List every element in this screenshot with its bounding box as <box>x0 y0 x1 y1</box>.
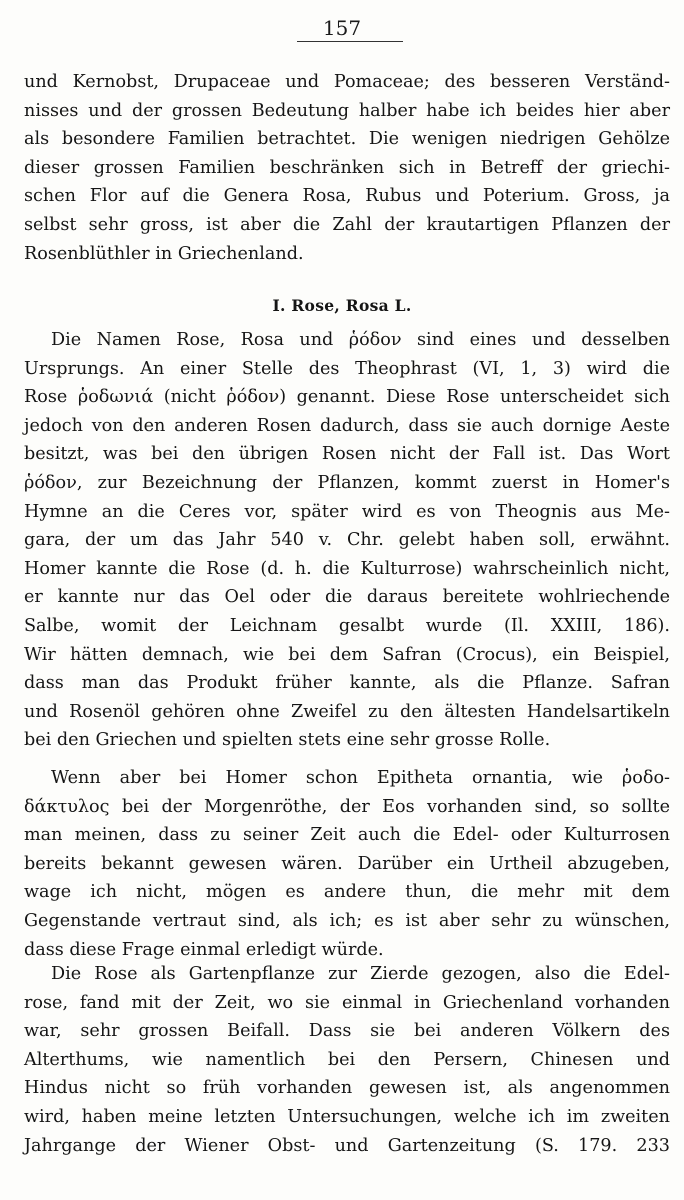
text-line: selbst sehr gross, ist aber die Zahl der krautartigen Pflanzen der <box>24 214 670 235</box>
text-line: als besondere Familien betrachtet. Die wenigen niedrigen Gehölze <box>24 129 670 150</box>
text-line: bei den Griechen und spielten stets eine sehr grosse Rolle. <box>24 730 551 751</box>
text-line: Wenn aber bei Homer schon Epitheta ornantia, wie ῥοδο- <box>51 768 670 788</box>
text-line: wird, haben meine letzten Untersuchungen, welche ich im zweiten <box>24 1106 670 1127</box>
text-line: Wir hätten demnach, wie bei dem Safran (Crocus), ein Beispiel, <box>24 644 670 665</box>
text-line: schen Flor auf die Genera Rosa, Rubus und Poterium. Gross, ja <box>24 186 670 207</box>
text-line: rose, fand mit der Zeit, wo sie einmal in Griechenland vorhanden <box>24 992 670 1013</box>
text-line: man meinen, dass zu seiner Zeit auch die Edel- oder Kulturrosen <box>24 825 670 846</box>
text-line: und Rosenöl gehören ohne Zweifel zu den ältesten Handelsartikeln <box>24 701 670 722</box>
text-line: wage ich nicht, mögen es andere thun, die mehr mit dem <box>24 882 670 903</box>
paragraph-1 <box>24 68 670 268</box>
paragraph-3 <box>24 764 670 964</box>
paragraph-2 <box>24 326 670 755</box>
text-line: ῥόδον, zur Bezeichnung der Pflanzen, kommt zuerst in Homer's <box>24 472 670 493</box>
page-number: 157 <box>322 16 362 40</box>
text-line: δάκτυλος bei der Morgenröthe, der Eos vorhanden sind, so sollte <box>24 796 670 817</box>
text-line: er kannte nur das Oel oder die daraus bereitete wohlriechende <box>24 587 670 608</box>
paragraph-4 <box>24 960 670 1160</box>
text-line: Hindus nicht so früh vorhanden gewesen ist, als angenommen <box>24 1078 670 1099</box>
section-heading: I. Rose, Rosa L. <box>272 296 412 315</box>
text-line: Die Rose als Gartenpflanze zur Zierde gezogen, also die Edel- <box>51 964 670 984</box>
text-line: gara, der um das Jahr 540 v. Chr. gelebt haben soll, erwähnt. <box>24 530 670 551</box>
text-line: war, sehr grossen Beifall. Dass sie bei anderen Völkern des <box>24 1021 670 1042</box>
text-line: Ursprungs. An einer Stelle des Theophrast (VI, 1, 3) wird die <box>24 358 670 379</box>
text-line: Die Namen Rose, Rosa und ῥόδον sind eines und desselben <box>51 330 670 350</box>
text-line: dieser grossen Familien beschränken sich in Betreff der griechi- <box>24 157 670 178</box>
text-line: Homer kannte die Rose (d. h. die Kulturrose) wahrscheinlich nicht, <box>24 558 670 579</box>
text-line: Rose ῥοδωνιά (nicht ῥόδον) genannt. Diese Rose unterscheidet sich <box>24 387 670 408</box>
text-line: Jahrgange der Wiener Obst- und Gartenzeitung (S. 179. 233 <box>24 1135 670 1156</box>
text-line: Alterthums, wie namentlich bei den Persern, Chinesen und <box>24 1049 670 1070</box>
text-line: Gegenstande vertraut sind, als ich; es ist aber sehr zu wünschen, <box>24 910 670 931</box>
text-line: dass man das Produkt früher kannte, als die Pflanze. Safran <box>24 673 670 694</box>
text-line: jedoch von den anderen Rosen dadurch, dass sie auch dornige Aeste <box>24 415 670 436</box>
text-line: dass diese Frage einmal erledigt würde. <box>24 939 384 960</box>
header-rule <box>297 41 403 42</box>
text-line: Hymne an die Ceres vor, später wird es von Theognis aus Me- <box>24 501 670 522</box>
text-line: nisses und der grossen Bedeutung halber habe ich beides hier aber <box>24 100 670 121</box>
text-line: und Kernobst, Drupaceae und Pomaceae; des besseren Verständ- <box>24 72 670 92</box>
text-line: besitzt, was bei den übrigen Rosen nicht der Fall ist. Das Wort <box>24 444 670 465</box>
text-line: bereits bekannt gewesen wären. Darüber ein Urtheil abzugeben, <box>24 853 670 874</box>
text-line: Salbe, womit der Leichnam gesalbt wurde (Il. XXIII, 186). <box>24 615 670 636</box>
text-line: Rosenblüthler in Griechenland. <box>24 243 304 264</box>
